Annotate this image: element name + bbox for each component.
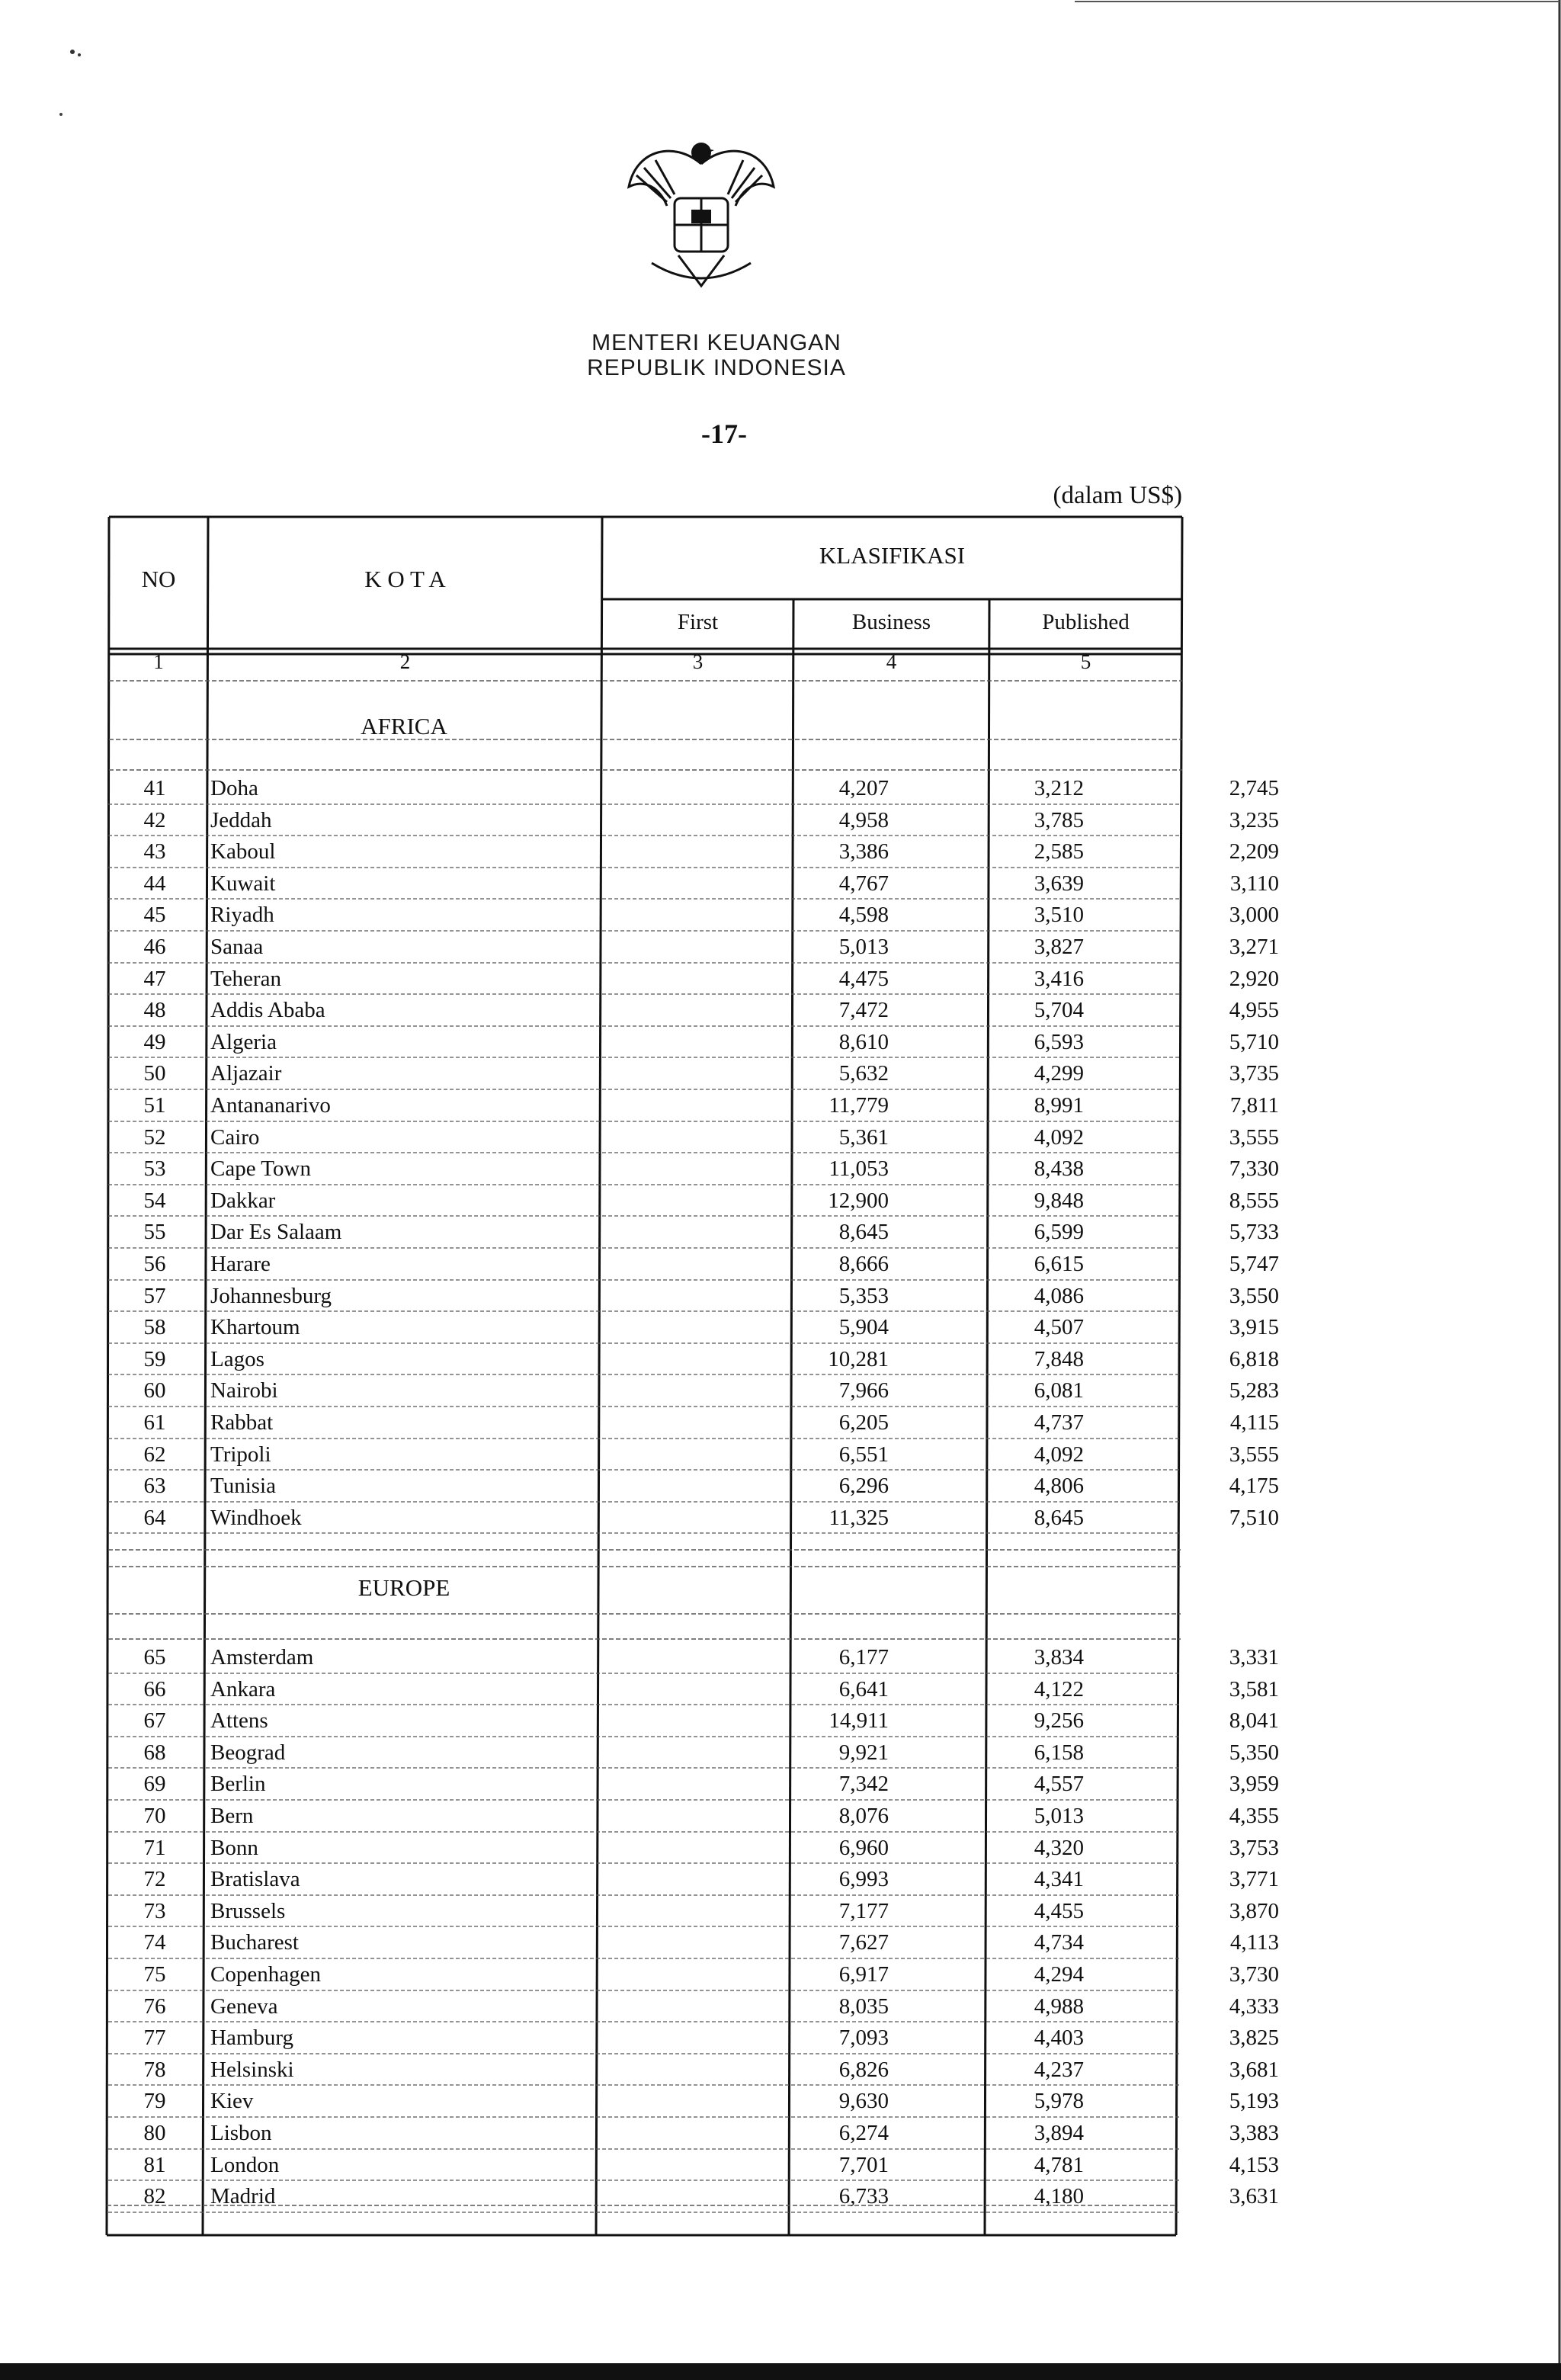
first-class-fare: 6,274 [838, 2121, 889, 2145]
table-row [107, 1641, 1279, 1673]
first-class-fare: 8,610 [838, 1029, 889, 1054]
row-number: 71 [143, 1835, 166, 1860]
first-class-fare: 4,958 [838, 807, 889, 832]
business-class-fare: 4,557 [1034, 1772, 1084, 1797]
first-class-fare: 5,353 [838, 1283, 889, 1308]
city-name: Jeddah [210, 807, 272, 832]
city-name: Amsterdam [210, 1645, 314, 1670]
row-number: 74 [143, 1930, 166, 1955]
published-fare: 4,153 [1229, 2152, 1279, 2177]
table-row [107, 772, 1279, 804]
first-class-fare: 6,205 [838, 1410, 889, 1435]
city-name: Attens [210, 1708, 268, 1734]
first-class-fare: 5,632 [838, 1061, 889, 1086]
table-row [107, 1374, 1279, 1407]
business-class-fare: 4,455 [1034, 1898, 1084, 1923]
first-class-fare: 6,296 [838, 1474, 889, 1499]
first-class-fare: 7,966 [838, 1378, 889, 1403]
city-name: Dar Es Salaam [210, 1220, 342, 1245]
city-name: Riyadh [210, 903, 274, 928]
table-row [107, 1280, 1279, 1312]
row-number: 50 [143, 1061, 166, 1086]
business-class-fare: 4,092 [1034, 1124, 1084, 1150]
published-fare: 4,955 [1229, 998, 1279, 1023]
table-row [107, 868, 1279, 900]
business-class-fare: 4,403 [1034, 2026, 1084, 2051]
table-row [107, 2180, 1279, 2212]
business-class-fare: 3,212 [1034, 776, 1084, 800]
business-class-fare: 4,320 [1034, 1835, 1084, 1860]
table-row [107, 2085, 1279, 2117]
first-class-fare: 6,177 [838, 1645, 889, 1670]
table-row [107, 1153, 1279, 1185]
row-number: 60 [143, 1378, 166, 1403]
header-business: Business [851, 610, 931, 634]
table-row [107, 1863, 1279, 1895]
row-number: 53 [143, 1156, 166, 1182]
business-class-fare: 4,180 [1034, 2184, 1084, 2209]
table-row [107, 1990, 1279, 2022]
table-row [107, 1057, 1279, 1089]
column-number: 5 [1080, 650, 1091, 673]
published-fare: 3,735 [1229, 1061, 1279, 1086]
published-fare: 3,681 [1229, 2057, 1279, 2082]
city-name: Sanaa [210, 935, 264, 959]
city-name: Kiev [210, 2089, 254, 2114]
published-fare: 4,113 [1229, 1930, 1279, 1955]
row-number: 61 [143, 1410, 166, 1435]
row-number: 82 [143, 2184, 166, 2209]
published-fare: 3,771 [1229, 1867, 1279, 1892]
first-class-fare: 6,917 [838, 1962, 889, 1987]
first-class-fare: 12,900 [828, 1188, 889, 1213]
row-number: 46 [143, 935, 166, 959]
city-name: Bern [210, 1804, 254, 1828]
published-fare: 3,555 [1229, 1124, 1279, 1150]
business-class-fare: 6,599 [1034, 1220, 1084, 1245]
ministry-subtitle: REPUBLIK INDONESIA [587, 355, 846, 380]
first-class-fare: 7,093 [838, 2026, 889, 2051]
row-number: 52 [143, 1124, 166, 1150]
published-fare: 5,193 [1229, 2089, 1279, 2114]
city-name: Antananarivo [210, 1093, 331, 1118]
table-row [107, 1089, 1279, 1121]
published-fare: 3,550 [1229, 1283, 1279, 1308]
published-fare: 3,870 [1229, 1898, 1279, 1923]
page-number: -17- [701, 419, 747, 449]
table-row [107, 1832, 1279, 1864]
table-row [107, 804, 1279, 836]
city-name: Doha [210, 776, 258, 800]
table-row [107, 1248, 1279, 1280]
row-number: 63 [143, 1474, 166, 1499]
published-fare: 7,330 [1229, 1156, 1279, 1182]
table-row [107, 2149, 1279, 2181]
row-number: 59 [143, 1346, 166, 1371]
business-class-fare: 3,894 [1034, 2121, 1084, 2145]
table-row [107, 1768, 1279, 1800]
table-row [107, 994, 1279, 1026]
row-number: 47 [143, 966, 166, 991]
first-class-fare: 9,630 [838, 2089, 889, 2114]
row-number: 56 [143, 1252, 166, 1276]
business-class-fare: 4,086 [1034, 1283, 1084, 1308]
first-class-fare: 6,993 [838, 1867, 889, 1892]
city-name: Teheran [210, 966, 281, 991]
row-number: 49 [143, 1029, 166, 1054]
row-number: 43 [143, 839, 166, 864]
city-name: Copenhagen [210, 1962, 321, 1987]
header-no: NO [141, 566, 176, 592]
published-fare: 5,710 [1229, 1029, 1279, 1054]
first-class-fare: 14,911 [829, 1708, 889, 1734]
first-class-fare: 5,361 [838, 1124, 889, 1150]
business-class-fare: 4,507 [1034, 1315, 1084, 1340]
table-row [107, 899, 1279, 931]
table-row [107, 1407, 1279, 1439]
row-number: 75 [143, 1962, 166, 1987]
city-name: Brussels [210, 1898, 286, 1923]
table-row [107, 1926, 1279, 1958]
first-class-fare: 8,035 [838, 1993, 889, 2019]
published-fare: 4,115 [1229, 1410, 1279, 1435]
published-fare: 8,555 [1229, 1188, 1279, 1213]
row-number: 79 [143, 2089, 166, 2114]
city-name: Algeria [210, 1029, 277, 1054]
published-fare: 3,915 [1229, 1315, 1279, 1340]
first-class-fare: 6,641 [838, 1676, 889, 1702]
row-number: 48 [143, 998, 166, 1023]
row-number: 45 [143, 903, 166, 928]
city-name: Lagos [210, 1346, 264, 1371]
business-class-fare: 5,704 [1034, 998, 1084, 1023]
row-number: 58 [143, 1315, 166, 1340]
business-class-fare: 8,991 [1034, 1093, 1084, 1118]
city-name: Nairobi [210, 1378, 278, 1403]
business-class-fare: 4,988 [1034, 1993, 1084, 2019]
row-number: 76 [143, 1993, 166, 2019]
table-row [107, 1895, 1279, 1927]
business-class-fare: 3,827 [1034, 935, 1084, 959]
business-class-fare: 6,615 [1034, 1252, 1084, 1276]
published-fare: 3,235 [1229, 807, 1279, 832]
business-class-fare: 3,639 [1034, 871, 1084, 896]
city-name: Ankara [210, 1676, 276, 1702]
row-number: 67 [143, 1708, 166, 1734]
published-fare: 7,811 [1229, 1093, 1279, 1118]
business-class-fare: 4,122 [1034, 1676, 1084, 1702]
city-name: Cape Town [210, 1156, 311, 1182]
table-row [107, 2022, 1279, 2054]
business-class-fare: 4,294 [1034, 1962, 1084, 1987]
business-class-fare: 3,416 [1034, 966, 1084, 991]
published-fare: 3,110 [1229, 871, 1279, 896]
city-name: Khartoum [210, 1315, 300, 1340]
business-class-fare: 4,737 [1034, 1410, 1084, 1435]
business-class-fare: 8,438 [1034, 1156, 1084, 1182]
table-row [107, 1185, 1279, 1217]
city-name: Geneva [210, 1993, 278, 2019]
published-fare: 3,631 [1229, 2184, 1279, 2209]
table-row [107, 1800, 1279, 1832]
published-fare: 5,283 [1229, 1378, 1279, 1403]
table-row [107, 1705, 1279, 1737]
city-name: Kaboul [210, 839, 276, 864]
row-number: 51 [143, 1093, 166, 1118]
city-name: Johannesburg [210, 1283, 332, 1308]
city-name: Addis Ababa [210, 998, 325, 1023]
published-fare: 3,271 [1229, 935, 1279, 959]
city-name: Tripoli [210, 1442, 271, 1467]
first-class-fare: 10,281 [828, 1346, 889, 1371]
table-row [107, 1216, 1279, 1248]
first-class-fare: 7,472 [838, 998, 889, 1023]
city-name: Tunisia [210, 1474, 276, 1499]
row-number: 77 [143, 2026, 166, 2051]
published-fare: 4,333 [1229, 1993, 1279, 2019]
city-name: Beograd [210, 1740, 286, 1765]
row-number: 55 [143, 1220, 166, 1245]
business-class-fare: 4,237 [1034, 2057, 1084, 2082]
city-name: Kuwait [210, 871, 276, 896]
city-name: London [210, 2152, 280, 2177]
row-number: 42 [143, 807, 166, 832]
header-published: Published [1042, 610, 1130, 634]
header-first: First [677, 610, 719, 634]
first-class-fare: 6,551 [838, 1442, 889, 1467]
table-row [107, 1121, 1279, 1153]
first-class-fare: 7,627 [838, 1930, 889, 1955]
row-number: 78 [143, 2057, 166, 2082]
first-class-fare: 8,076 [838, 1804, 889, 1828]
header-klasifikasi: KLASIFIKASI [819, 542, 966, 569]
column-number: 3 [692, 650, 704, 673]
first-class-fare: 4,207 [838, 776, 889, 800]
first-class-fare: 5,013 [838, 935, 889, 959]
table-row [107, 1343, 1279, 1375]
published-fare: 2,209 [1229, 839, 1279, 864]
table-row [107, 836, 1279, 868]
business-class-fare: 3,834 [1034, 1645, 1084, 1670]
published-fare: 8,041 [1229, 1708, 1279, 1734]
business-class-fare: 6,158 [1034, 1740, 1084, 1765]
row-number: 80 [143, 2121, 166, 2145]
business-class-fare: 5,013 [1034, 1804, 1084, 1828]
table-row [107, 1737, 1279, 1769]
first-class-fare: 11,053 [829, 1156, 889, 1182]
ministry-title: MENTERI KEUANGAN [591, 330, 841, 355]
published-fare: 6,818 [1229, 1346, 1279, 1371]
first-class-fare: 7,701 [838, 2152, 889, 2177]
row-number: 81 [143, 2152, 166, 2177]
city-name: Cairo [210, 1124, 260, 1150]
business-class-fare: 2,585 [1034, 839, 1084, 864]
first-class-fare: 3,386 [838, 839, 889, 864]
business-class-fare: 3,510 [1034, 903, 1084, 928]
first-class-fare: 6,826 [838, 2057, 889, 2082]
business-class-fare: 9,848 [1034, 1188, 1084, 1213]
published-fare: 5,350 [1229, 1740, 1279, 1765]
business-class-fare: 5,978 [1034, 2089, 1084, 2114]
business-class-fare: 3,785 [1034, 807, 1084, 832]
region-africa: AFRICA [361, 713, 447, 739]
row-number: 72 [143, 1867, 166, 1892]
row-number: 73 [143, 1898, 166, 1923]
business-class-fare: 7,848 [1034, 1346, 1084, 1371]
city-name: Bonn [210, 1835, 258, 1860]
city-name: Bratislava [210, 1867, 300, 1892]
city-name: Lisbon [210, 2121, 272, 2145]
city-name: Helsinski [210, 2057, 294, 2082]
first-class-fare: 11,325 [829, 1505, 889, 1530]
published-fare: 3,000 [1229, 903, 1279, 928]
row-number: 57 [143, 1283, 166, 1308]
first-class-fare: 9,921 [838, 1740, 889, 1765]
city-name: Rabbat [210, 1410, 274, 1435]
table-row [107, 1673, 1279, 1705]
business-class-fare: 4,734 [1034, 1930, 1084, 1955]
business-class-fare: 4,092 [1034, 1442, 1084, 1467]
row-number: 41 [143, 776, 166, 800]
first-class-fare: 7,342 [838, 1772, 889, 1797]
table-row [107, 2117, 1279, 2149]
row-number: 62 [143, 1442, 166, 1467]
business-class-fare: 4,806 [1034, 1474, 1084, 1499]
published-fare: 5,747 [1229, 1252, 1279, 1276]
business-class-fare: 4,781 [1034, 2152, 1084, 2177]
city-name: Bucharest [210, 1930, 299, 1955]
business-class-fare: 4,299 [1034, 1061, 1084, 1086]
table-row [107, 1026, 1279, 1058]
published-fare: 3,581 [1229, 1676, 1279, 1702]
table-row [107, 1439, 1279, 1471]
published-fare: 3,555 [1229, 1442, 1279, 1467]
published-fare: 2,745 [1229, 776, 1279, 800]
published-fare: 2,920 [1229, 966, 1279, 991]
first-class-fare: 6,733 [838, 2184, 889, 2209]
business-class-fare: 9,256 [1034, 1708, 1084, 1734]
table-row [107, 963, 1279, 995]
table-row [107, 1311, 1279, 1343]
first-class-fare: 5,904 [838, 1315, 889, 1340]
column-number: 4 [886, 650, 897, 673]
first-class-fare: 11,779 [829, 1093, 889, 1118]
first-class-fare: 8,645 [838, 1220, 889, 1245]
published-fare: 4,175 [1229, 1474, 1279, 1499]
row-number: 66 [143, 1676, 166, 1702]
row-number: 44 [143, 871, 166, 896]
business-class-fare: 6,081 [1034, 1378, 1084, 1403]
published-fare: 3,825 [1229, 2026, 1279, 2051]
table-row [107, 1470, 1279, 1502]
published-fare: 4,355 [1229, 1804, 1279, 1828]
row-number: 65 [143, 1645, 166, 1670]
published-fare: 3,959 [1229, 1772, 1279, 1797]
column-number: 2 [399, 650, 411, 673]
published-fare: 3,753 [1229, 1835, 1279, 1860]
city-name: Madrid [210, 2184, 276, 2209]
first-class-fare: 7,177 [838, 1898, 889, 1923]
published-fare: 3,730 [1229, 1962, 1279, 1987]
first-class-fare: 6,960 [838, 1835, 889, 1860]
first-class-fare: 8,666 [838, 1252, 889, 1276]
region-europe: EUROPE [357, 1574, 450, 1601]
business-class-fare: 8,645 [1034, 1505, 1084, 1530]
table-row [107, 1958, 1279, 1990]
published-fare: 3,383 [1229, 2121, 1279, 2145]
city-name: Hamburg [210, 2026, 294, 2051]
first-class-fare: 4,598 [838, 903, 889, 928]
city-name: Berlin [210, 1772, 266, 1797]
business-class-fare: 4,341 [1034, 1867, 1084, 1892]
first-class-fare: 4,475 [838, 966, 889, 991]
row-number: 70 [143, 1804, 166, 1828]
row-number: 54 [143, 1188, 166, 1213]
city-name: Dakkar [210, 1188, 276, 1213]
city-name: Harare [210, 1252, 271, 1276]
row-number: 64 [143, 1505, 166, 1530]
city-name: Windhoek [210, 1505, 302, 1530]
row-number: 69 [143, 1772, 166, 1797]
published-fare: 7,510 [1229, 1505, 1279, 1530]
business-class-fare: 6,593 [1034, 1029, 1084, 1054]
published-fare: 5,733 [1229, 1220, 1279, 1245]
column-number: 1 [153, 650, 164, 673]
table-row [107, 2054, 1279, 2086]
table-row [107, 931, 1279, 963]
city-name: Aljazair [210, 1061, 282, 1086]
row-number: 68 [143, 1740, 166, 1765]
header-city: K O T A [364, 566, 446, 592]
published-fare: 3,331 [1229, 1645, 1279, 1670]
first-class-fare: 4,767 [838, 871, 889, 896]
currency-note: (dalam US$) [1053, 482, 1182, 509]
table-row [107, 1502, 1279, 1534]
